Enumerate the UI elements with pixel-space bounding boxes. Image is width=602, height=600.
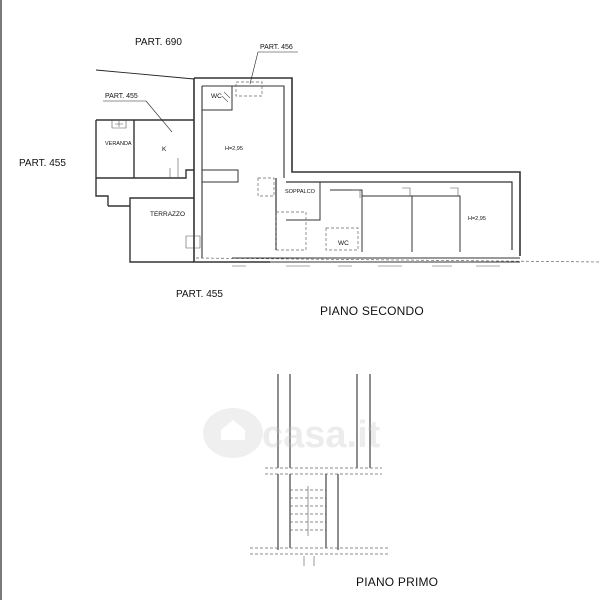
- landing-lines: [265, 468, 382, 474]
- terrazzo-walls: [108, 198, 194, 262]
- kitchen-door-marks: [170, 158, 178, 178]
- boundary-line-690: [96, 70, 194, 79]
- watermark: [203, 408, 381, 458]
- entrance-marks: [304, 556, 314, 566]
- stair-left: [276, 212, 306, 250]
- room-veranda: VERANDA: [105, 141, 132, 147]
- wc-upper-door-mark: [222, 92, 230, 102]
- veranda-kitchen-walls: [96, 120, 194, 206]
- title-piano-secondo: PIANO SECONDO: [320, 304, 424, 318]
- height-left: H=2,95: [225, 146, 243, 152]
- watermark-text: casa.it: [262, 414, 381, 456]
- label-part-455-left: PART. 455: [19, 158, 66, 169]
- label-part-455-top: PART. 455: [105, 93, 138, 100]
- room-soppalco: SOPPALCO: [285, 189, 315, 195]
- terrazzo-door: [186, 236, 200, 248]
- main-outer-wall-top: [194, 78, 520, 256]
- room-terrazzo: TERRAZZO: [150, 211, 186, 218]
- title-piano-primo: PIANO PRIMO: [356, 575, 439, 589]
- wc-upper-fixture: [236, 82, 262, 96]
- label-part-455-bottom: PART. 455: [176, 289, 223, 300]
- label-part-690: PART. 690: [135, 37, 182, 48]
- veranda-window-mark: [115, 121, 123, 127]
- label-part-455-leader: [146, 101, 172, 132]
- second-floor-plan: [19, 37, 600, 318]
- label-part-456: PART. 456: [260, 44, 293, 51]
- soppalco-stair: [258, 178, 274, 196]
- ground-floor-lines: [250, 548, 390, 554]
- first-floor-plan: [250, 374, 438, 589]
- room-k: K: [162, 146, 167, 153]
- label-part-456-leader: [250, 52, 258, 84]
- height-right: H=2,95: [468, 216, 486, 222]
- room-wc-upper: WC: [211, 93, 222, 100]
- main-inner-wall: [202, 86, 284, 258]
- central-partition: [202, 170, 238, 182]
- room-wc-lower: WC: [338, 240, 349, 247]
